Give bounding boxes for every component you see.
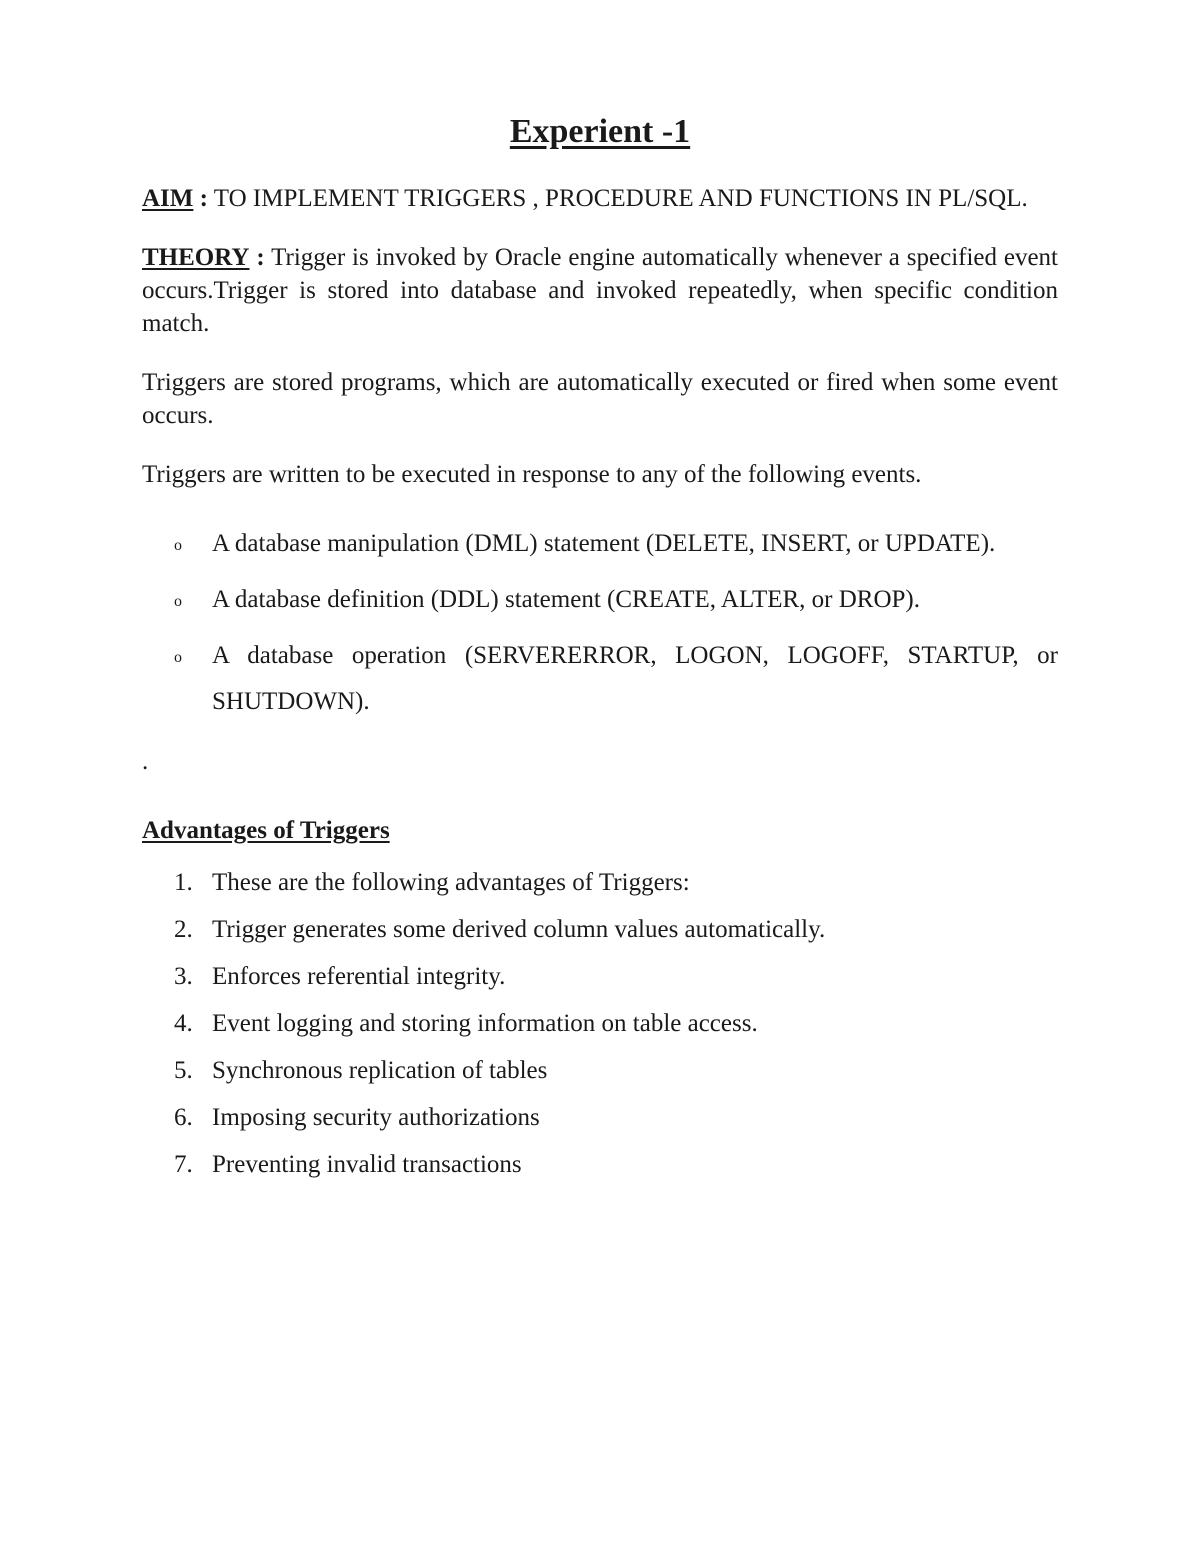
list-item [142,1100,1058,1136]
document-page [142,110,1058,1194]
event-list [142,521,1058,725]
list-number: 1. [174,869,193,896]
list-item-text: Enforces referential integrity. [212,963,506,990]
triggers-events-intro: Triggers are written to be executed in response to any of the following events. [142,461,922,488]
list-number: 3. [174,963,193,990]
page-title: Experient -1 [509,113,691,150]
list-item [142,912,1058,948]
list-item-text: Synchronous replication of tables [212,1057,548,1084]
list-item [142,865,1058,901]
advantages-list [142,865,1058,1183]
list-item-text: A database definition (DDL) statement (CREATE, ALTER, or DROP). [212,586,920,613]
list-item [142,1147,1058,1183]
list-item [142,521,1058,567]
theory-label: THEORY [142,244,250,271]
list-number: 2. [174,916,193,943]
list-item [142,959,1058,995]
aim-label: AIM [142,185,194,212]
list-item-text: These are the following advantages of Triggers: [212,869,690,896]
stray-dot: . [142,748,149,775]
list-item-text: Preventing invalid transactions [212,1151,522,1178]
list-number: 7. [174,1151,193,1178]
aim-colon: : [199,185,208,212]
theory-colon: : [256,244,265,271]
bullet-circle-icon: o [174,537,182,554]
list-number: 4. [174,1010,193,1037]
list-number: 6. [174,1104,193,1131]
list-item-text: A database manipulation (DML) statement (DELETE, INSERT, or UPDATE). [212,530,996,557]
list-item-text: Trigger generates some derived column values automatically. [212,916,826,943]
list-item [142,1006,1058,1042]
triggers-definition-paragraph: Triggers are stored programs, which are automatically executed or fired when some event occurs. [142,369,1058,429]
aim-text: TO IMPLEMENT TRIGGERS , PROCEDURE AND FUNCTIONS IN PL/SQL. [213,185,1028,212]
list-item-text: Imposing security authorizations [212,1104,540,1131]
theory-paragraph [142,241,1058,340]
list-item [142,577,1058,623]
advantages-heading: Advantages of Triggers [142,817,390,844]
list-item [142,633,1058,725]
list-item-text: A database operation (SERVERERROR, LOGON, LOGOFF, STARTUP, or SHUTDOWN). [212,642,1058,715]
bullet-circle-icon: o [174,593,182,610]
list-item-text: Event logging and storing information on table access. [212,1010,758,1037]
bullet-circle-icon: o [174,649,182,666]
theory-text: Trigger is invoked by Oracle engine automatically whenever a specified event occurs.Trigger is stored into database and invoked repeatedly, when specific condition match. [142,244,1059,337]
aim-paragraph [142,182,1058,215]
list-item [142,1053,1058,1089]
list-number: 5. [174,1057,193,1084]
